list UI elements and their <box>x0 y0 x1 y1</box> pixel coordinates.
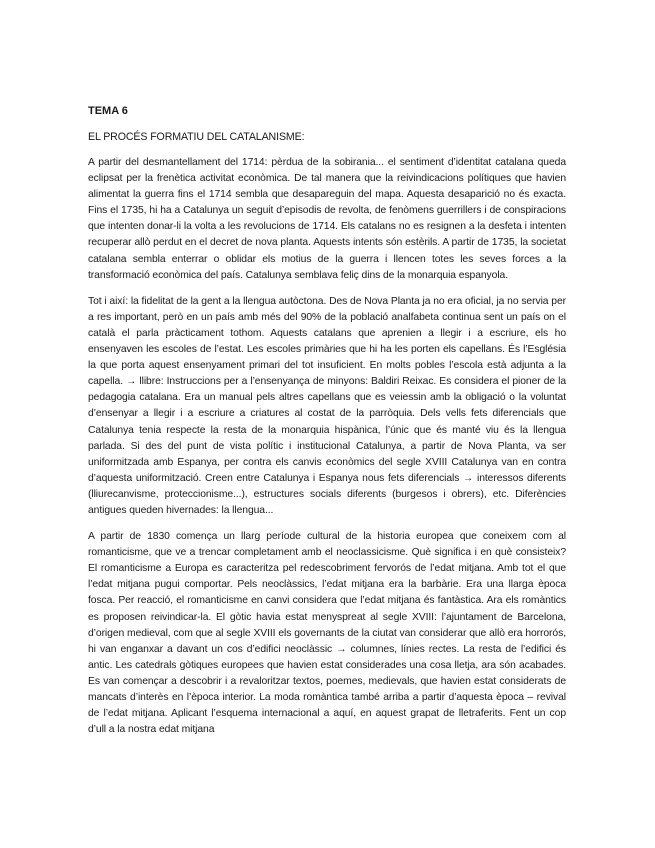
paragraph: A partir del desmantellament del 1714: pèrdua de la sobirania... el sentiment d’identitat catalana queda eclipsat per la frenètica activitat econòmica. De tal manera que la reivindicacions polítiques que havien alimentat la guerra fins el 1714 sembla que desapareguin del mapa. Aquesta desaparició no és exacta. Fins el 1735, hi ha a Catalunya un seguit d’episodis de revolta, de fenòmens guerrillers i de conspiracions que intenten donar-li la volta a les revolucions de 1714. Els catalans no es resignen a la desfeta i intenten recuperar allò perdut en el decret de nova planta. Aquests intents són estèrils. A partir de 1735, la societat catalana sembla enterrar o oblidar els motius de la guerra i llencen totes les seves forces a la transformació econòmica del país. Catalunya semblava feliç dins de la monarquia espanyola. <box>88 157 566 281</box>
paragraph: A partir de 1830 comença un llarg període cultural de la historia europea que coneixem com al romanticisme, que ve a trencar completament amb el neoclassicisme. Què significa i en què consisteix? El romanticisme a Europa es caracteritza pel redescobriment fervorós de l’edat mitjana. Amb tot el que l’edat mitjana pugui comportar. Pels neoclàssics, l’edat mitjana era la barbàrie. Era una llarga època fosca. Per reacció, el romanticisme en canvi considera que l’edat mitjana és fantàstica. Ara els romàntics es proposen reivindicar-la. El gòtic havia estat menyspreat al segle XVIII: l’ajuntament de Barcelona, d’origen medieval, com que al segle XVIII els governants de la ciutat van considerar que allò era horrorós, hi van enganxar a davant un cos d’edifici neoclàssic → columnes, línies rectes. La resta de l’edifici és antic. Les catedrals gòtiques europees que havien estat considerades una cosa lletja, ara són acabades. Es van començar a descobrir i a revaloritzar textos, poemes, medievals, que havien estat considerats de mancats d’interès en l’època interior. La moda romàntica també arriba a partir d’aquesta època – revival de l’edat mitjana. Aplicant l’esquema internacional a aquí, en aquest grapat de lletraferits. Fent un cop d’ull a la nostra edat mitjana <box>88 531 566 736</box>
document-body <box>88 155 566 748</box>
document-title: TEMA 6 <box>88 105 128 117</box>
document-subtitle: EL PROCÉS FORMATIU DEL CATALANISME: <box>88 131 305 143</box>
paragraph: Tot i així: la fidelitat de la gent a la llengua autòctona. Des de Nova Planta ja no era oficial, ja no servia per a res important, però en un país amb més del 90% de la població analfabeta continua sent un país on el català el parla pràcticament tothom. Aquests catalans que aprenien a llegir i a escriure, els ho ensenyaven les escoles de l’estat. Les escoles primàries que hi ha les porten els capellans. És l’Església la que porta aquest ensenyament primari del tot insuficient. En molts pobles l’escola està adjunta a la capella. → llibre: Instruccions per a l’ensenyança de minyons: Baldiri Reixac. Es considera el pioner de la pedagogia catalana. Era un manual pels altres capellans que es veiessin amb la obligació o la voluntat d’ensenyar a llegir i a escriure a criatures al costat de la parròquia. Dels vells fets diferencials que Catalunya tenia respecte la resta de la monarquia hispànica, l’únic que és manté viu és la llengua parlada. Si des del punt de vista polític i institucional Catalunya, a partir de Nova Planta, va ser uniformitzada amb Espanya, per contra els canvis econòmics del segle XVIII Catalunya van en contra d’aquesta uniformització. Creen entre Catalunya i Espanya nous fets diferencials → interessos diferents (lliurecanvisme, proteccionisme...), estructures socials diferents (burgesos i obrers), etc. Diferències antigues queden hivernades: la llengua... <box>88 295 566 516</box>
